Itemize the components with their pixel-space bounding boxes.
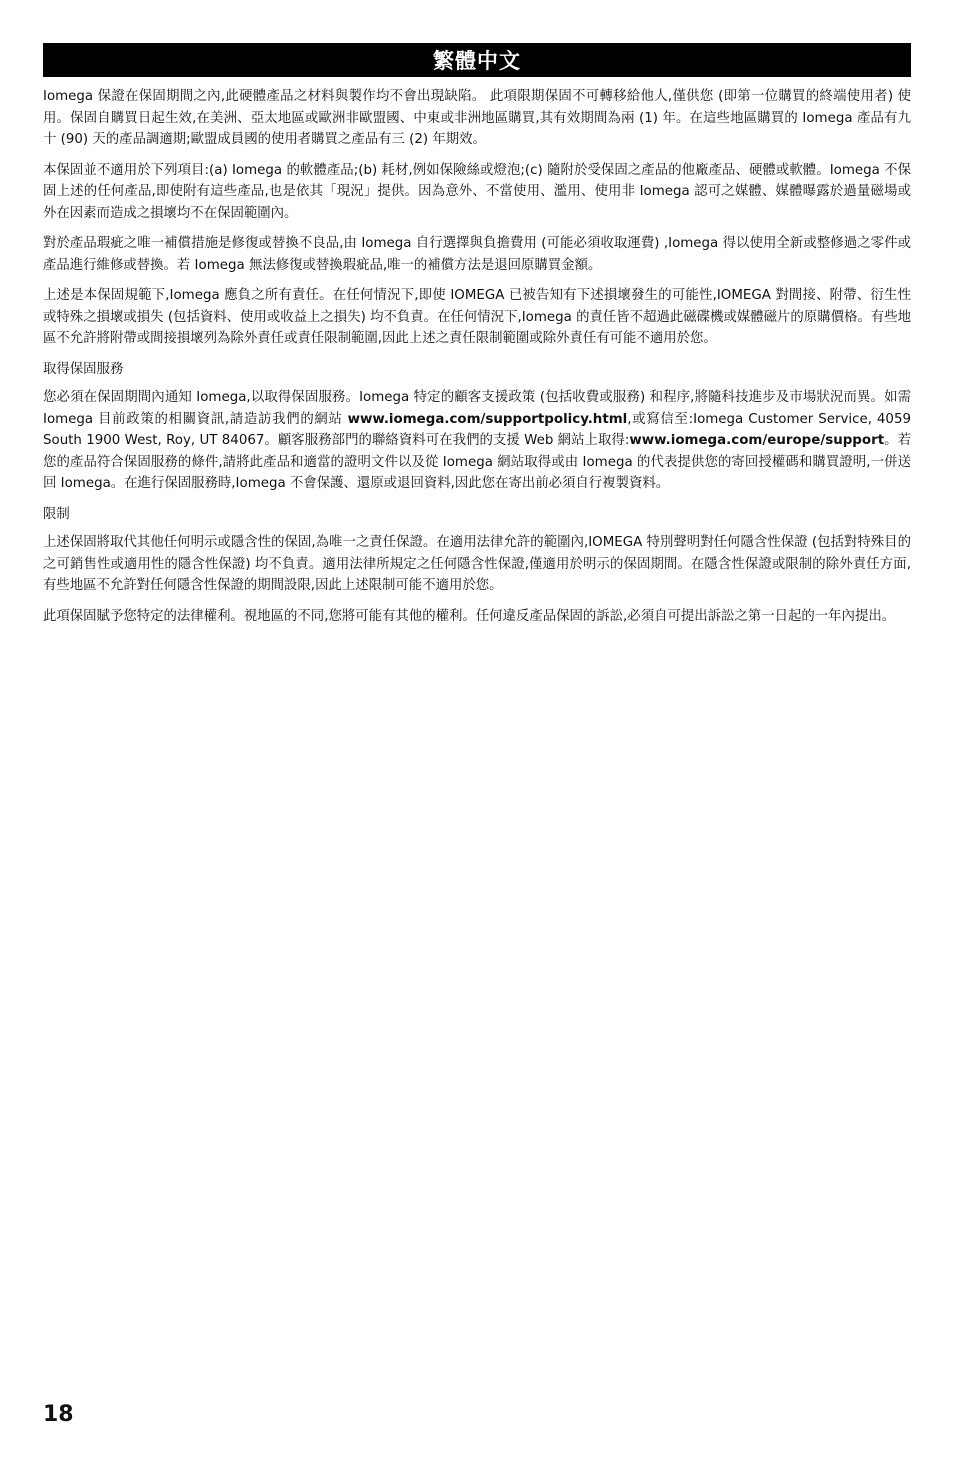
service-text-3: 。若您的產品符合保固服務的條件,請將此產品和適當的證明文件以及從 Iomega 網站取得或由 Iomega 的代表提供您的寄回授權碼和購買證明,一併送回 Iomega。在進行保固服務時,Iomega 不會保護、還原或退回資料,因此您在寄出前必須自行複製資料。 [43, 433, 911, 491]
paragraph-service [43, 387, 911, 495]
section-title: 繁體中文 [433, 49, 521, 73]
paragraph-limitations: 上述保固將取代其他任何明示或隱含性的保固,為唯一之責任保證。在適用法律允許的範圍內,IOMEGA 特別聲明對任何隱含性保證 (包括對特殊目的之可銷售性或適用性的隱含性保證) 均不負責。適用法律所規定之任何隱含性保證,僅適用於明示的保固期間。在隱含性保證或限制的除外責任方面,有些地區不允許對任何隱含性保證的期間設限,因此上述限制可能不適用於您。 [43, 535, 911, 593]
heading-obtaining-service: 取得保固服務 [43, 361, 124, 377]
paragraph-legal-rights: 此項保固賦予您特定的法律權利。視地區的不同,您將可能有其他的權利。任何違反產品保固的訴訟,必須自可提出訴訟之第一日起的一年內提出。 [43, 608, 896, 624]
service-text-2: ,或寫信至:Iomega Customer Service, 4059 South 1900 West, Roy, UT 84067。顧客服務部門的聯絡資料可在我們的支援 Web 網站上取得: [43, 411, 911, 448]
page-number: 18 [43, 1402, 74, 1427]
paragraph-liability: 上述是本保固規範下,Iomega 應負之所有責任。在任何情況下,即使 IOMEGA 已被告知有下述損壞發生的可能性,IOMEGA 對間接、附帶、衍生性或特殊之損壞或損失 (包括資料、使用或收益上之損失) 均不負責。在任何情況下,Iomega 的責任皆不超過此磁碟機或媒體磁片的原購價格。有些地區不允許將附帶或間接損壞列為除外責任或責任限制範圍,因此上述之責任限制範圍或除外責任有可能不適用於您。 [43, 288, 911, 346]
paragraph-warranty-period: Iomega 保證在保固期間之內,此硬體產品之材料與製作均不會出現缺陷。 此項限期保固不可轉移給他人,僅供您 (即第一位購買的終端使用者) 使用。保固自購買日起生效,在美洲、亞太地區或歐洲非歐盟國、中東或非洲地區購買,其有效期間為兩 (1) 年。在這些地區購買的 Iomega 產品有九十 (90) 天的產品調適期;歐盟成員國的使用者購買之產品有三 (2) 年期效。 [43, 89, 911, 147]
service-text-1: 您必須在保固期間內通知 Iomega,以取得保固服務。Iomega 特定的顧客支援政策 (包括收費或服務) 和程序,將隨科技進步及市場狀況而異。如需 Iomega 目前政策的相關資訊,請造訪我們的網站 [43, 390, 911, 427]
warranty-text [43, 86, 911, 636]
paragraph-remedy: 對於產品瑕疵之唯一補償措施是修復或替換不良品,由 Iomega 自行選擇與負擔費用 (可能必須收取運費) ,Iomega 得以使用全新或整修過之零件或產品進行維修或替換。若 Iomega 無法修復或替換瑕疵品,唯一的補償方法是退回原購買金額。 [43, 236, 911, 273]
section-title-bar [43, 43, 911, 77]
europe-support-link[interactable]: www.iomega.com/europe/support [629, 433, 885, 448]
support-policy-link[interactable]: www.iomega.com/supportpolicy.html [347, 411, 628, 427]
heading-limitations: 限制 [43, 506, 70, 522]
paragraph-exclusions: 本保固並不適用於下列項目:(a) Iomega 的軟體產品;(b) 耗材,例如保險絲或燈泡;(c) 隨附於受保固之產品的他廠產品、硬體或軟體。Iomega 不保固上述的任何產品,即使附有這些產品,也是依其「現況」提供。因為意外、不當使用、濫用、使用非 Iomega 認可之媒體、媒體曝露於過量磁場或外在因素而造成之損壞均不在保固範圍內。 [43, 162, 911, 221]
